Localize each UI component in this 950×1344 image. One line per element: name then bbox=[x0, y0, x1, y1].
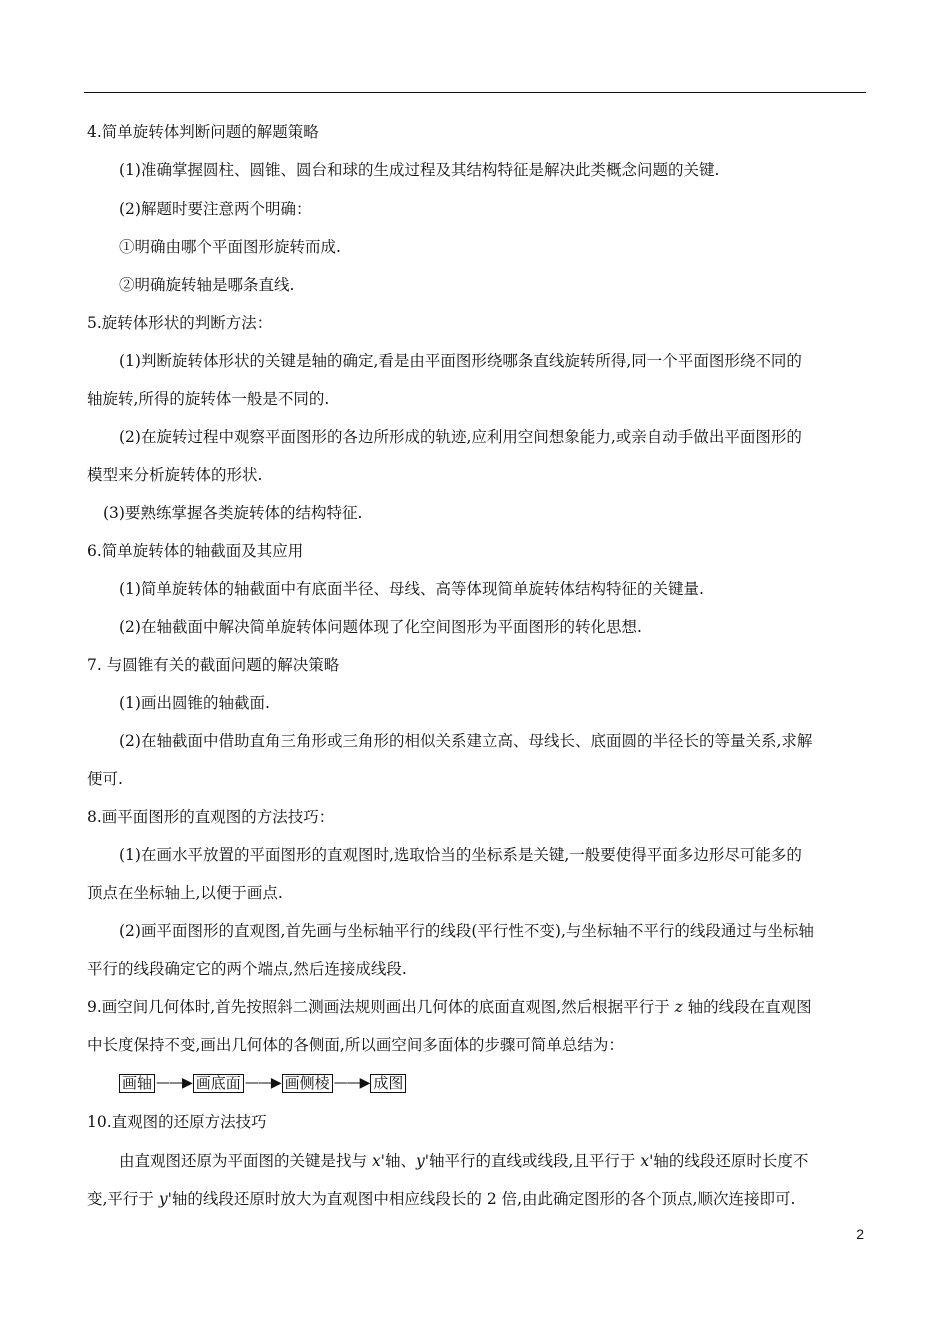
section-10-heading: 10.直观图的还原方法技巧 bbox=[87, 1113, 267, 1131]
step-draw-base: 画底面 bbox=[193, 1074, 244, 1093]
section-4-item-1: (1)准确掌握圆柱、圆锥、圆台和球的生成过程及其结构特征是解决此类概念问题的关键. bbox=[119, 161, 720, 179]
section-6-item-1: (1)简单旋转体的轴截面中有底面半径、母线、高等体现简单旋转体结构特征的关键量. bbox=[119, 580, 704, 598]
section-4-item-2a: ①明确由哪个平面图形旋转而成. bbox=[119, 238, 341, 256]
step-draw-edges: 画侧棱 bbox=[282, 1074, 333, 1093]
arrow-icon: ——▶ bbox=[156, 1075, 192, 1091]
section-6-heading: 6.简单旋转体的轴截面及其应用 bbox=[87, 542, 304, 560]
section-4-item-2: (2)解题时要注意两个明确： bbox=[119, 200, 312, 218]
section-5-item-2: (2)在旋转过程中观察平面图形的各边所形成的轨迹,应利用空间想象能力,或亲自动手做出平面图形的 bbox=[119, 428, 802, 446]
section-7-item-2: (2)在轴截面中借助直角三角形或三角形的相似关系建立高、母线长、底面圆的半径长的等量关系,求解 bbox=[119, 732, 813, 750]
arrow-icon: ——▶ bbox=[244, 1075, 281, 1091]
section-10-line-2: 变,平行于 y'轴的线段还原时放大为直观图中相应线段长的 2 倍,由此确定图形的各个顶点,顺次连接即可. bbox=[87, 1190, 796, 1208]
section-7-heading: 7. 与圆锥有关的截面问题的解决策略 bbox=[87, 656, 340, 674]
section-5-heading: 5.旋转体形状的判断方法： bbox=[87, 314, 273, 332]
step-draw-axes: 画轴 bbox=[119, 1074, 155, 1093]
section-5-item-2-cont: 模型来分析旋转体的形状. bbox=[87, 466, 263, 484]
section-4-item-2b: ②明确旋转轴是哪条直线. bbox=[119, 276, 295, 294]
section-4-heading: 4.简单旋转体判断问题的解题策略 bbox=[87, 123, 319, 141]
section-8-item-2-cont: 平行的线段确定它的两个端点,然后连接成线段. bbox=[87, 960, 407, 978]
section-5-item-1: (1)判断旋转体形状的关键是轴的确定,看是由平面图形绕哪条直线旋转所得,同一个平面图形绕不同的 bbox=[119, 352, 802, 370]
section-8-item-1-cont: 顶点在坐标轴上,以便于画点. bbox=[87, 884, 283, 902]
section-9-line-2: 中长度保持不变,画出几何体的各侧面,所以画空间多面体的步骤可简单总结为： bbox=[87, 1036, 624, 1054]
section-6-item-2: (2)在轴截面中解决简单旋转体问题体现了化空间图形为平面图形的转化思想. bbox=[119, 618, 642, 636]
arrow-icon: ——▶ bbox=[333, 1075, 370, 1091]
section-7-item-1: (1)画出圆锥的轴截面. bbox=[119, 694, 270, 712]
step-finish: 成图 bbox=[370, 1074, 406, 1093]
steps-flow bbox=[119, 1073, 406, 1093]
section-8-item-2: (2)画平面图形的直观图,首先画与坐标轴平行的线段(平行性不变),与坐标轴不平行的线段通过与坐标轴 bbox=[119, 922, 814, 940]
header-rule bbox=[84, 92, 866, 93]
section-8-heading: 8.画平面图形的直观图的方法技巧： bbox=[87, 808, 335, 826]
section-5-item-3: (3)要熟练掌握各类旋转体的结构特征. bbox=[103, 504, 363, 522]
section-5-item-1-cont: 轴旋转,所得的旋转体一般是不同的. bbox=[87, 390, 330, 408]
section-10-line-1: 由直观图还原为平面图的关键是找与 x'轴、y'轴平行的直线或线段,且平行于 x'轴的线段还原时长度不 bbox=[119, 1152, 809, 1170]
page-number: 2 bbox=[856, 1226, 864, 1242]
section-8-item-1: (1)在画水平放置的平面图形的直观图时,选取恰当的坐标系是关键,一般要使得平面多边形尽可能多的 bbox=[119, 846, 802, 864]
section-9-line-1: 9.画空间几何体时,首先按照斜二测画法规则画出几何体的底面直观图,然后根据平行于 z 轴的线段在直观图 bbox=[87, 998, 812, 1016]
section-7-item-2-cont: 便可. bbox=[87, 770, 123, 788]
